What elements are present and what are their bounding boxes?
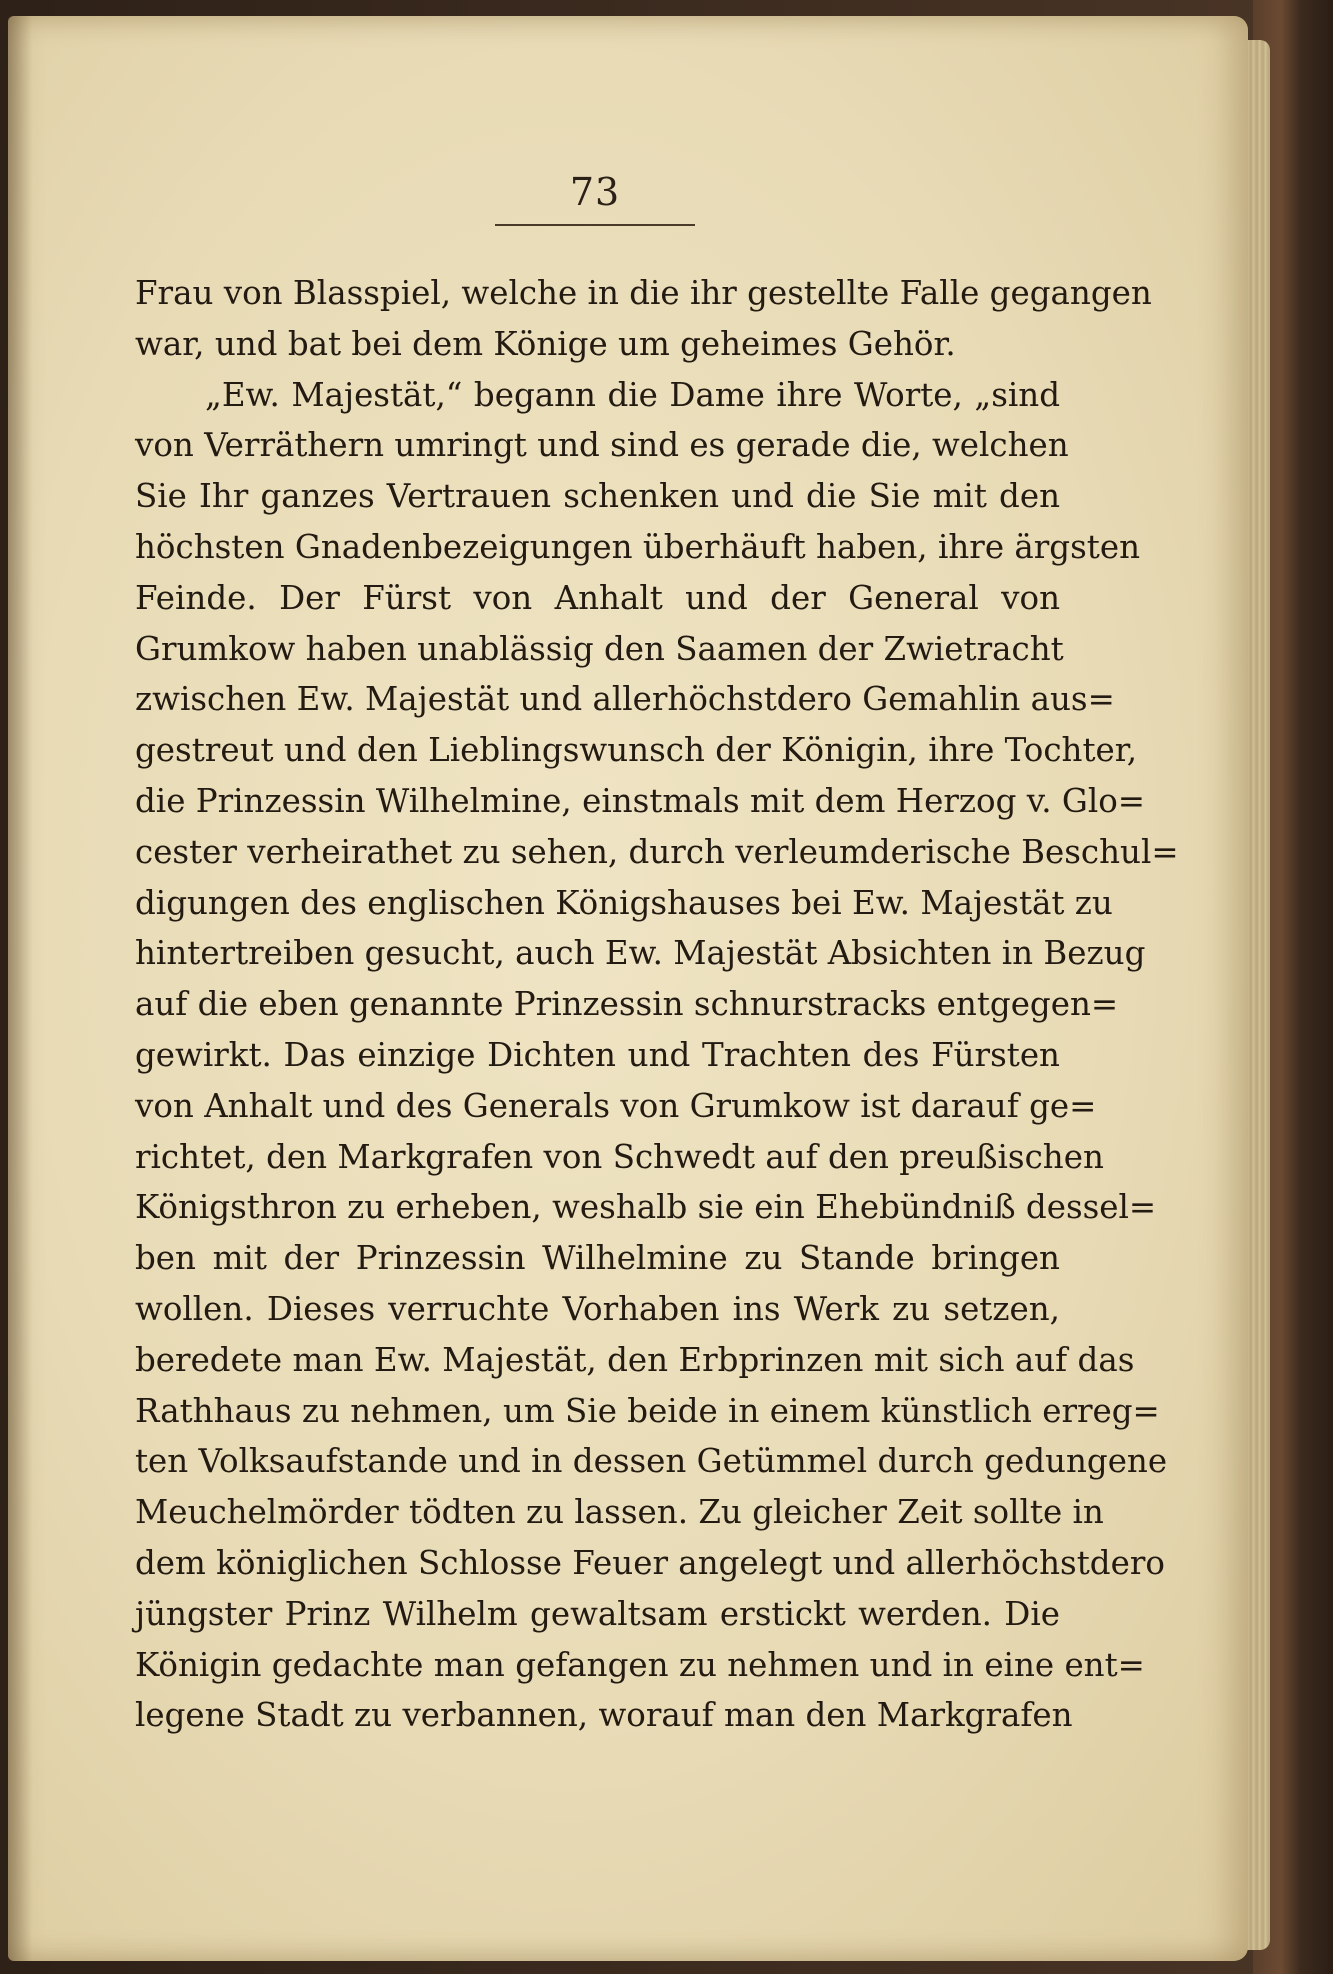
page-number: 73 [569, 170, 621, 214]
body-text [135, 268, 1179, 1741]
text-line: war, und bat bei dem Könige um geheimes Gehör. [135, 324, 956, 363]
text-line: Grumkow haben unablässig den Saamen der Zwietracht [135, 629, 1064, 668]
text-line: ten Volksaufstande und in dessen Getümmel durch gedungene [135, 1442, 1168, 1481]
text-line: legene Stadt zu verbannen, worauf man den Markgrafen [135, 1696, 1073, 1735]
text-line: von Anhalt und des Generals von Grumkow ist darauf ge= [135, 1086, 1097, 1125]
text-line: Königin gedachte man gefangen zu nehmen und in eine ent= [135, 1645, 1145, 1684]
text-line: Rathhaus zu nehmen, um Sie beide in einem künstlich erreg= [135, 1391, 1160, 1430]
text-line: hintertreiben gesucht, auch Ew. Majestät Absichten in Bezug [135, 934, 1146, 973]
text-line: gestreut und den Lieblingswunsch der Königin, ihre Tochter, [135, 731, 1138, 770]
text-line: wollen. Dieses verruchte Vorhaben ins Werk zu setzen, [135, 1289, 1060, 1328]
text-line: zwischen Ew. Majestät und allerhöchstdero Gemahlin aus= [135, 680, 1115, 719]
text-line: die Prinzessin Wilhelmine, einstmals mit dem Herzog v. Glo= [135, 781, 1146, 820]
text-line: auf die eben genannte Prinzessin schnurstracks entgegen= [135, 985, 1119, 1024]
text-line: höchsten Gnadenbezeigungen überhäuft haben, ihre ärgsten [135, 527, 1141, 566]
text-line: Königsthron zu erheben, weshalb sie ein Ehebündniß dessel= [135, 1188, 1157, 1227]
text-line: digungen des englischen Königshauses bei Ew. Majestät zu [135, 883, 1113, 922]
text-line: richtet, den Markgrafen von Schwedt auf den preußischen [135, 1137, 1104, 1176]
text-line: dem königlichen Schlosse Feuer angelegt und allerhöchstdero [135, 1543, 1165, 1582]
gutter-shadow [8, 16, 32, 1961]
text-line: jüngster Prinz Wilhelm gewaltsam erstickt werden. Die [135, 1594, 1060, 1633]
header-rule [495, 224, 695, 226]
text-line: beredete man Ew. Majestät, den Erbprinzen mit sich auf das [135, 1340, 1135, 1379]
text-line: Frau von Blasspiel, welche in die ihr gestellte Falle gegangen [135, 274, 1152, 312]
text-line: „Ew. Majestät,“ begann die Dame ihre Worte, „sind [205, 375, 1060, 414]
text-line: Feinde. Der Fürst von Anhalt und der General von [135, 578, 1060, 617]
text-line: von Verräthern umringt und sind es gerade die, welchen [135, 426, 1069, 465]
text-line: ben mit der Prinzessin Wilhelmine zu Stande bringen [135, 1239, 1060, 1278]
text-line: Meuchelmörder tödten zu lassen. Zu gleicher Zeit sollte in [135, 1493, 1104, 1532]
text-line: Sie Ihr ganzes Vertrauen schenken und die Sie mit den [135, 477, 1060, 516]
text-line: gewirkt. Das einzige Dichten und Trachten des Fürsten [135, 1035, 1060, 1074]
text-line: cester verheirathet zu sehen, durch verleumderische Beschul= [135, 832, 1179, 871]
